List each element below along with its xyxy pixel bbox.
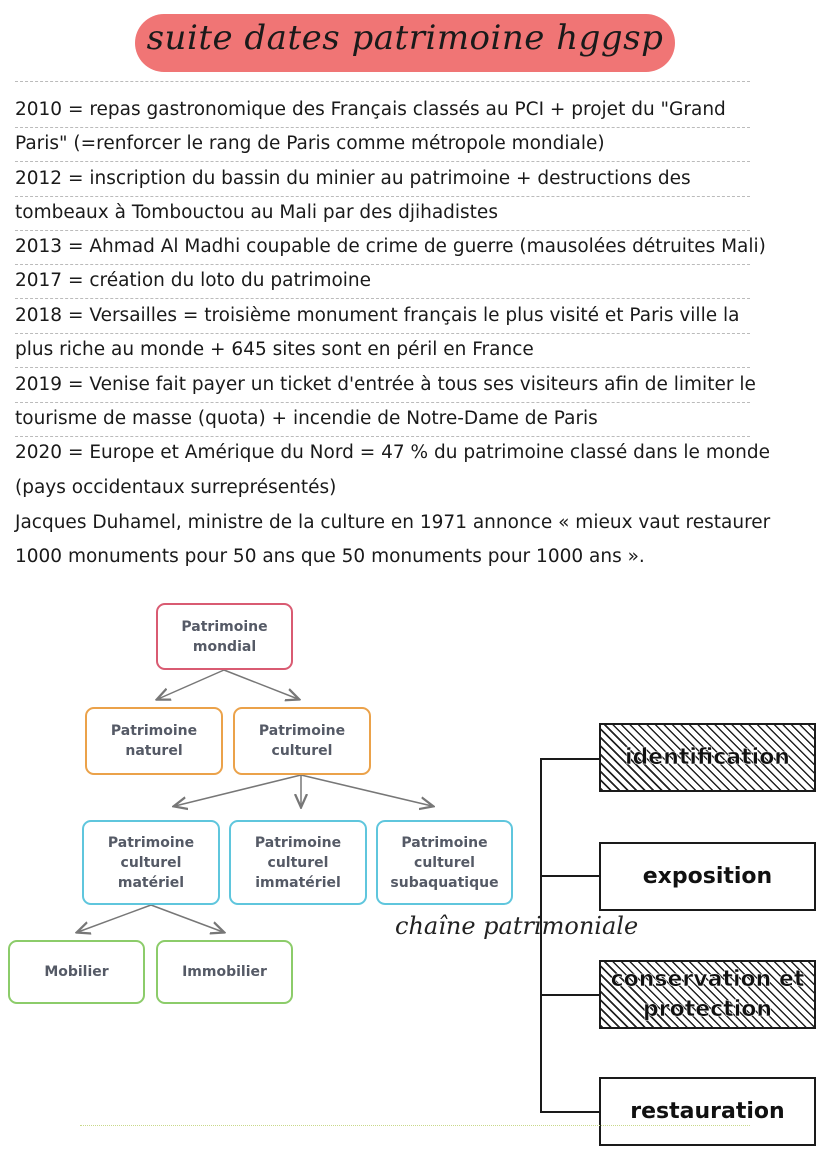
text-line: (pays occidentaux surreprésentés) [15, 477, 337, 498]
node-patrimoine-mondial: Patrimoine mondial [156, 603, 293, 670]
text-line: 2017 = création du loto du patrimoine [15, 270, 372, 291]
text-line: 2012 = inscription du bassin du minier au patrimoine + destructions des [15, 168, 691, 189]
chain-connector [540, 1111, 600, 1113]
page-title: suite dates patrimoine hggsp [146, 18, 664, 58]
text-line: 2010 = repas gastronomique des Français classés au PCI + projet du "Grand [15, 99, 726, 120]
rule [80, 1125, 750, 1126]
node-culturel-subaquatique: Patrimoine culturel subaquatique [376, 820, 513, 905]
text-line: tourisme de masse (quota) + incendie de Notre-Dame de Paris [15, 408, 598, 429]
text-line: 2018 = Versailles = troisième monument français le plus visité et Paris ville la [15, 305, 740, 326]
text-line: tombeaux à Tombouctou au Mali par des djihadistes [15, 202, 498, 223]
chain-item-identification: identification [599, 723, 816, 792]
arrow [151, 905, 223, 932]
arrow [301, 775, 432, 806]
chain-label: chaîne patrimoniale [395, 912, 639, 940]
text-line: Jacques Duhamel, ministre de la culture en 1971 annonce « mieux vaut restaurer [15, 512, 771, 533]
arrow [78, 905, 151, 932]
text-line: 2019 = Venise fait payer un ticket d'entrée à tous ses visiteurs afin de limiter le [15, 374, 756, 395]
text-line: 1000 monuments pour 50 ans que 50 monuments pour 1000 ans ». [15, 546, 645, 567]
arrow [224, 670, 298, 699]
chain-connector [540, 994, 600, 996]
node-patrimoine-naturel: Patrimoine naturel [85, 707, 223, 775]
arrow [175, 775, 301, 806]
chain-item-conservation: conservation et protection [599, 960, 816, 1029]
chain-item-exposition: exposition [599, 842, 816, 911]
text-line: plus riche au monde + 645 sites sont en péril en France [15, 339, 534, 360]
text-line: 2020 = Europe et Amérique du Nord = 47 % du patrimoine classé dans le monde [15, 442, 771, 463]
node-patrimoine-culturel: Patrimoine culturel [233, 707, 371, 775]
node-culturel-materiel: Patrimoine culturel matériel [82, 820, 220, 905]
chain-item-restauration: restauration [599, 1077, 816, 1146]
chain-connector [540, 758, 600, 760]
arrow [158, 670, 224, 699]
text-line: 2013 = Ahmad Al Madhi coupable de crime de guerre (mausolées détruites Mali) [15, 236, 766, 257]
node-culturel-immateriel: Patrimoine culturel immatériel [229, 820, 367, 905]
node-immobilier: Immobilier [156, 940, 293, 1004]
node-mobilier: Mobilier [8, 940, 145, 1004]
chain-connector [540, 875, 600, 877]
text-line: Paris" (=renforcer le rang de Paris comme métropole mondiale) [15, 133, 605, 154]
